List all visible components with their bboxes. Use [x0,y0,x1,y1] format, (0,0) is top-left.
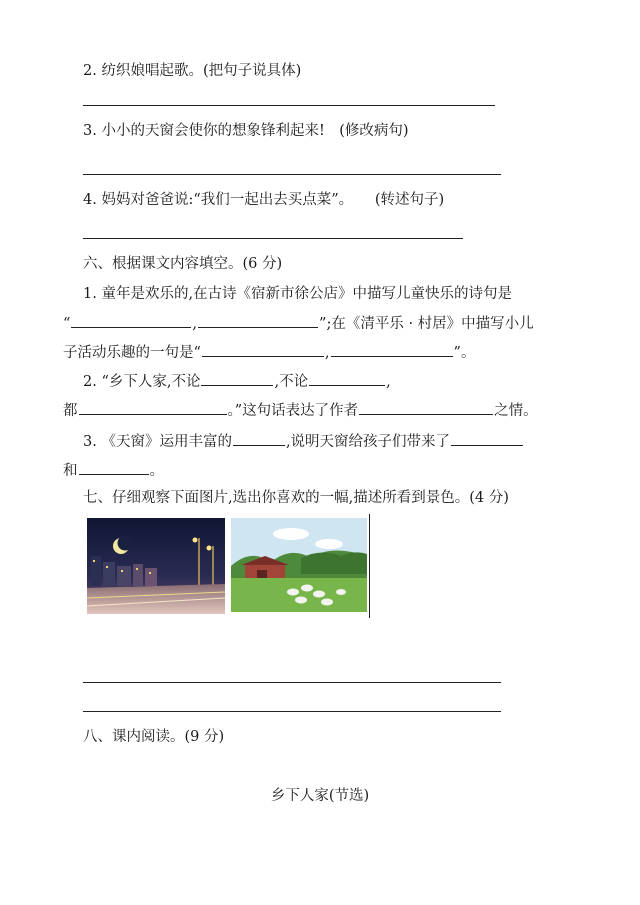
blank-s6-1b[interactable] [198,313,318,328]
comma: , [386,374,391,390]
s6-item3-mid: ,说明天窗给孩子们带来了 [285,434,451,450]
s6-item1-mid: ”;在《清平乐 · 村居》中描写小儿 [319,316,534,332]
s6-item2-start: 2. “乡下人家,不论 [83,374,201,390]
answer-line-q4[interactable] [83,238,463,239]
s6-item3-line2-end: 。 [149,463,164,479]
s6-item3-start: 3. 《天窗》运用丰富的 [83,434,232,450]
question-4: 4. 妈妈对爸爸说:“我们一起出去买点菜”。 (转述句子) [83,192,445,208]
section-8-heading: 八、课内阅读。(9 分) [83,729,225,745]
comma: , [192,316,198,332]
blank-s6-2b[interactable] [309,371,385,386]
s6-item3-line2 [63,460,164,481]
blank-s6-2d[interactable] [359,400,493,415]
s6-item3-line2-start: 和 [63,463,78,479]
s6-item2-line2-end: 之情。 [494,403,538,419]
s6-item2-line2-start: 都 [63,403,78,419]
image-divider [369,514,370,618]
s6-item2-mid: ,不论 [274,374,309,390]
passage-title: 乡下人家(节选) [270,788,370,804]
answer-line-q3[interactable] [83,174,501,175]
s6-item1-end: ”。 [453,345,476,361]
s6-item1-line3-start: 子活动乐趣的一句是“ [63,345,201,361]
blank-s6-3c[interactable] [79,460,149,475]
s6-item1-line3 [63,342,475,363]
section-6-heading: 六、根据课文内容填空。(6 分) [83,256,283,272]
s6-item3-line1 [83,431,524,452]
comma: , [324,345,330,361]
countryside-image[interactable] [231,518,367,612]
night-city-illustration [87,518,225,614]
answer-line-s7-1[interactable] [83,682,501,683]
section-7-heading: 七、仔细观察下面图片,选出你喜欢的一幅,描述所看到景色。(4 分) [83,490,509,506]
s6-item2-line2-mid: 。”这句话表达了作者 [227,403,359,419]
night-city-image[interactable] [87,518,225,614]
open-quote: “ [63,316,71,332]
blank-s6-1d[interactable] [331,342,453,357]
s6-item2-line1 [83,371,391,392]
blank-s6-1c[interactable] [202,342,324,357]
s6-item1-line1: 1. 童年是欢乐的,在古诗《宿新市徐公店》中描写儿童快乐的诗句是 [83,286,513,302]
s6-item1-line2 [63,313,534,334]
blank-s6-2a[interactable] [201,371,273,386]
countryside-illustration [231,518,367,612]
blank-s6-3b[interactable] [451,431,523,446]
s6-item2-line2 [63,400,538,421]
blank-s6-3a[interactable] [233,431,285,446]
answer-line-q2[interactable] [83,105,495,106]
question-3: 3. 小小的天窗会使你的想象锋利起来! (修改病句) [83,123,409,139]
blank-s6-2c[interactable] [79,400,227,415]
question-2: 2. 纺织娘唱起歌。(把句子说具体) [83,63,302,79]
answer-line-s7-2[interactable] [83,711,501,712]
blank-s6-1a[interactable] [71,313,191,328]
